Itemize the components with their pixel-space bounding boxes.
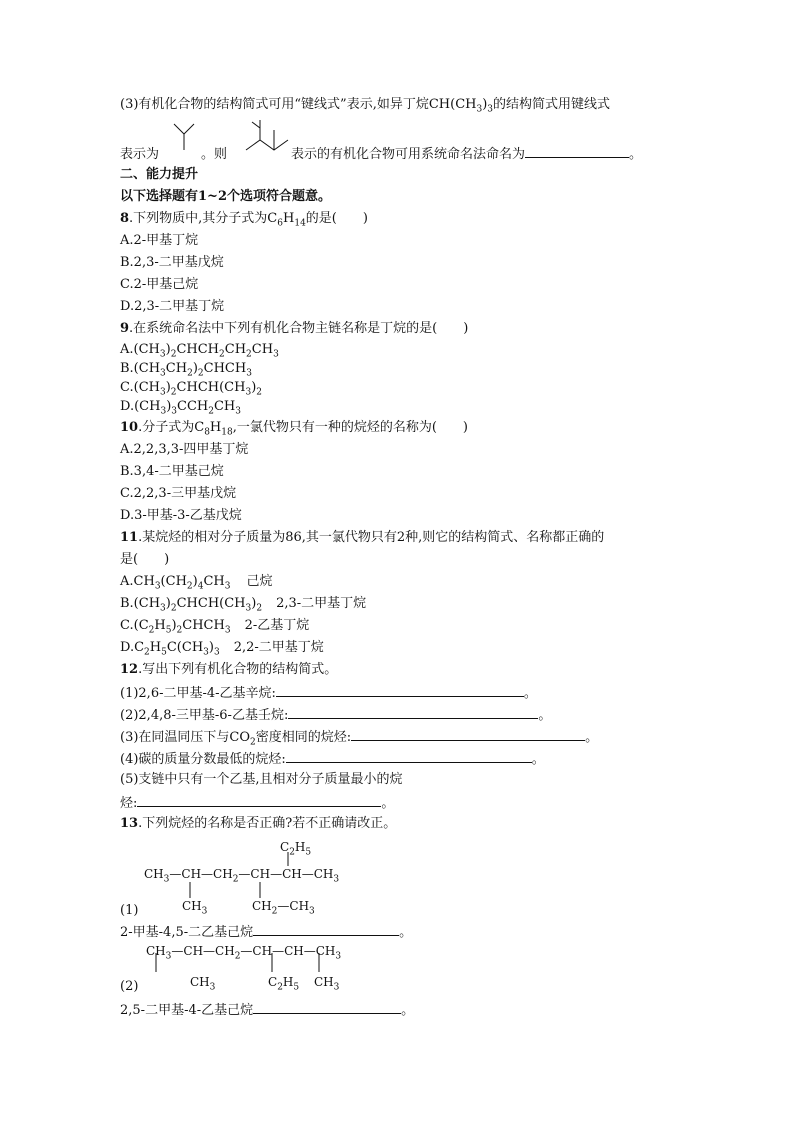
s1-label: (1) [120, 903, 139, 918]
q12-stem: 12.写出下列有机化合物的结构简式。 [120, 662, 338, 677]
s2-name-line: 2,5-二甲基-4-乙基己烷 。 [120, 1000, 414, 1020]
s1-branch-ethyl: $CH_2—CH_3$ [252, 899, 315, 917]
q11-option-c[interactable]: $C.(C_2H_5)_2CHCH_3$ 2-乙基丁烷 [120, 618, 310, 636]
q12-item-5-cont: 烃: 。 [120, 793, 394, 813]
q12-item-3: (3)在同温同压下与$CO_2$密度相同的烷烃: 。 [120, 727, 598, 747]
q11-option-a[interactable]: $A.CH_3(CH_2)_4CH_3$ 己烷 [120, 574, 273, 592]
q10-option-c[interactable]: C.2,2,3-三甲基戊烷 [120, 486, 237, 501]
s1-name-line: 2-甲基-4,5-二乙基己烷 。 [120, 922, 412, 942]
s2-branch-ethyl: $C_2H_5$ [268, 975, 300, 993]
q8-stem: 8.下列物质中,其分子式为$C_6H_{14}$的是( ) [120, 211, 368, 229]
q8-option-d[interactable]: D.2,3-二甲基丁烷 [120, 299, 225, 314]
q10-option-b[interactable]: B.3,4-二甲基己烷 [120, 464, 224, 479]
q11-stem-line1: 11.某烷烃的相对分子质量为86,其一氯代物只有2种,则它的结构简式、名称都正确的 [120, 530, 605, 545]
q13-stem: 13.下列烷烃的名称是否正确?若不正确请改正。 [120, 816, 397, 831]
answer-blank[interactable] [253, 1000, 401, 1014]
q11-stem-line2: 是( ) [120, 552, 170, 567]
q12-item-1: (1)2,6-二甲基-4-乙基辛烷: 。 [120, 683, 537, 703]
s1-main-chain: $CH_3—CH—CH_2—CH—CH—CH_3$ [144, 867, 340, 885]
q10-option-a[interactable]: A.2,2,3,3-四甲基丁烷 [120, 442, 249, 457]
q10-stem: 10.分子式为$C_8H_{18}$,一氯代物只有一种的烷烃的名称为( ) [120, 420, 468, 438]
q9-option-a[interactable]: $A.(CH_3)_2CHCH_2CH_2CH_3$ [120, 342, 279, 360]
q8-option-b[interactable]: B.2,3-二甲基戊烷 [120, 255, 224, 270]
s2-branch-methyl-2: $CH_3$ [314, 975, 340, 993]
q9-option-d[interactable]: $D.(CH_3)_3CCH_2CH_3$ [120, 399, 241, 417]
q12-item-2: (2)2,4,8-三甲基-6-乙基壬烷: 。 [120, 705, 551, 725]
s2-main-chain: $CH_3—CH—CH_2—CH—CH—CH_3$ [146, 944, 342, 962]
s1-top-group: $C_2H_5$ [280, 840, 312, 858]
s2-label: (2) [120, 979, 139, 994]
q8-option-a[interactable]: A.2-甲基丁烷 [120, 233, 199, 248]
section-note: 以下选择题有1~2个选项符合题意。 [120, 189, 331, 204]
q11-option-d[interactable]: $D.C_2H_5C(CH_3)_3$ 2,2-二甲基丁烷 [120, 640, 324, 658]
s2-branch-methyl-1: $CH_3$ [190, 975, 216, 993]
q12-item-5: (5)支链中只有一个乙基,且相对分子质量最小的烷 [120, 772, 403, 787]
q3-line2: 表示为 。则 表示的有机化合物可用系统命名法命名为 。 [120, 144, 642, 164]
q9-stem: 9.在系统命名法中下列有机化合物主链名称是丁烷的是( ) [120, 321, 469, 336]
q10-option-d[interactable]: D.3-甲基-3-乙基戊烷 [120, 508, 242, 523]
answer-blank[interactable] [253, 922, 399, 936]
q11-option-b[interactable]: $B.(CH_3)_2CHCH(CH_3)_2$ 2,3-二甲基丁烷 [120, 596, 367, 614]
q8-option-c[interactable]: C.2-甲基己烷 [120, 277, 199, 292]
q9-option-c[interactable]: $C.(CH_3)_2CHCH(CH_3)_2$ [120, 380, 263, 398]
section-title: 二、能力提升 [120, 167, 199, 182]
q9-option-b[interactable]: $B.(CH_3CH_2)_2CHCH_3$ [120, 361, 252, 379]
s1-branch-methyl: $CH_3$ [182, 899, 208, 917]
q3-line1: (3)有机化合物的结构简式可用“键线式”表示,如异丁烷$CH(CH_3)_3$的结构简式用键线式 [120, 97, 611, 115]
q12-item-4: (4)碳的质量分数最低的烷烃: 。 [120, 749, 545, 769]
